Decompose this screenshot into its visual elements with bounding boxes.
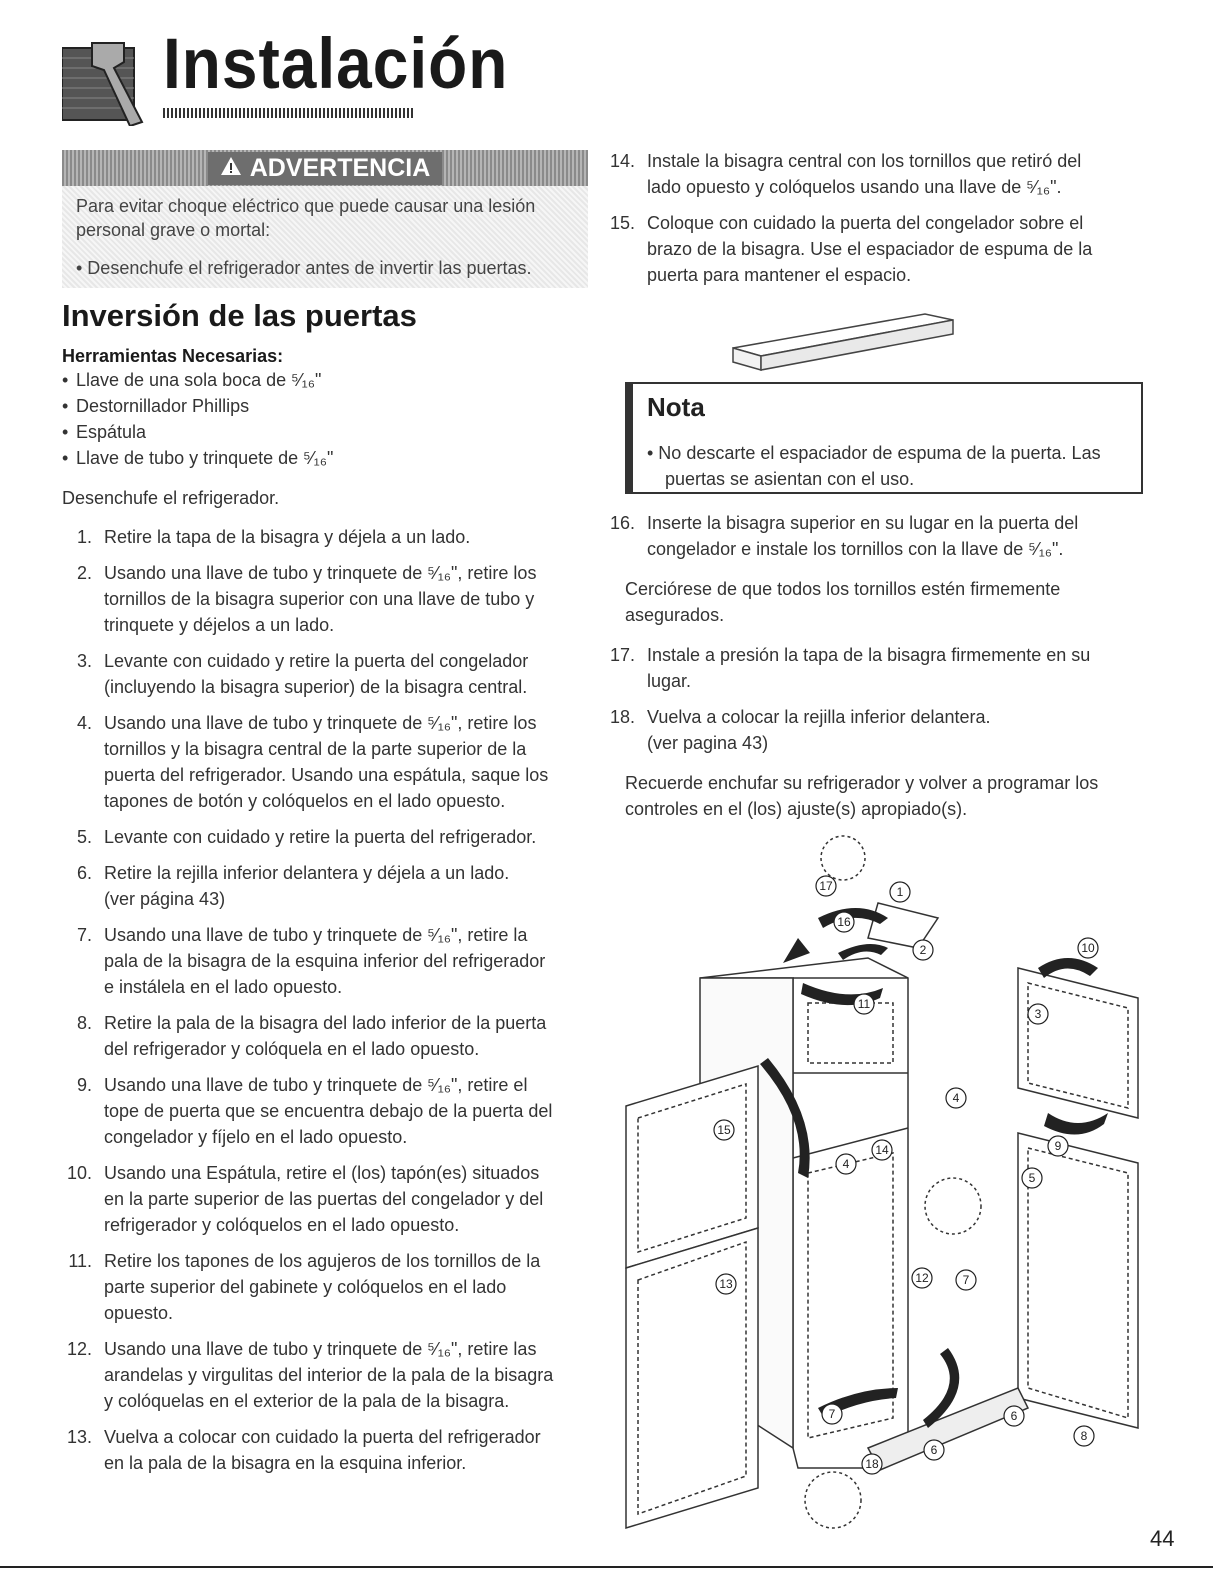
callout-label: 15 [717,1123,731,1137]
note-text: • No descarte el espaciador de espuma de la puerta. Las puertas se asientan con el uso. [647,443,1101,489]
step-text: Instale la bisagra central con los tornillos que retiró del lado opuesto y colóquelos usando una llave de ⁵⁄₁₆". [647,151,1082,197]
callout-label: 18 [865,1457,879,1471]
step-number: 3. [76,651,92,671]
step-text: Coloque con cuidado la puerta del congelador sobre el brazo de la bisagra. Use el espaciador de espuma de la puerta para mantener el espacio. [647,213,1093,285]
warning-title: ADVERTENCIA [249,153,431,182]
callout-label: 11 [857,997,871,1011]
instruction-step [605,148,1135,200]
callout-label: 7 [828,1407,836,1421]
callout-label: 5 [1028,1171,1036,1185]
step-text: Instale a presión la tapa de la bisagra firmemente en su lugar. [647,645,1091,691]
callout-label: 2 [919,943,927,957]
unplug-instruction: Desenchufe el refrigerador. [62,488,280,508]
callout-label: 17 [819,879,833,893]
instruction-step [62,710,592,814]
foam-spacer-illustration [725,308,965,372]
step-text: Usando una llave de tubo y trinquete de ⁵⁄₁₆", retire los tornillos de la bisagra superior con una llave de tubo y trinquete y déjelos a un lado. [104,563,537,635]
step-number: 5. [76,827,92,847]
page-number: 44 [1150,1526,1175,1551]
step-number: 12. [66,1339,92,1359]
step-number: 4. [76,713,92,733]
callout-label: 7 [962,1273,970,1287]
instruction-step [62,648,592,700]
callout-label: 12 [915,1271,929,1285]
instruction-step [62,560,592,638]
step-text: Vuelva a colocar la rejilla inferior delantera. (ver pagina 43) [647,707,991,753]
step-number: 17. [609,645,635,665]
step-number: 11. [68,1251,92,1271]
tool-item: • Llave de tubo y trinquete de ⁵⁄₁₆" [62,448,334,468]
step-text: Levante con cuidado y retire la puerta del refrigerador. [104,827,537,847]
tools-heading: Herramientas Necesarias: [62,346,284,366]
step-text: Retire la pala de la bisagra del lado inferior de la puerta del refrigerador y colóquela en el lado opuesto. [104,1013,547,1059]
note-box [625,382,1143,494]
instruction-step [605,704,1135,756]
step-text: Inserte la bisagra superior en su lugar en la puerta del congelador e instale los tornillos con la llave de ⁵⁄₁₆". [647,513,1079,559]
callout-label: 14 [875,1143,889,1157]
step-text: Usando una Espátula, retire el (los) tapón(es) situados en la parte superior de las puertas del congelador y del refrigerador y colóquelos en el lado opuesto. [104,1163,544,1235]
step-text: Usando una llave de tubo y trinquete de ⁵⁄₁₆", retire los tornillos y la bisagra central de la parte superior de la puerta del refrigerador. Usando una espátula, saque los tapones de botón y colóquelos en el lado opuesto. [104,713,549,811]
step-number: 10. [66,1163,92,1183]
instruction-step [62,1160,592,1238]
step-number: 15. [609,213,635,233]
callout-label: 6 [930,1443,938,1457]
instruction-step [62,922,592,1000]
step-text: Usando una llave de tubo y trinquete de ⁵⁄₁₆", retire el tope de puerta que se encuentra debajo de la puerta del congelador y fíjelo en el lado opuesto. [104,1075,553,1147]
check-screws-paragraph: Cerciórese de que todos los tornillos estén firmemente asegurados. [625,579,1061,625]
step-text: Usando una llave de tubo y trinquete de ⁵⁄₁₆", retire la pala de la bisagra de la esquina inferior del refrigerador e instálela en el lado opuesto. [104,925,546,997]
screwdriver-icon [62,38,146,126]
callout-label: 1 [896,885,904,899]
step-text: Vuelva a colocar con cuidado la puerta del refrigerador en la pala de la bisagra en la esquina inferior. [104,1427,541,1473]
step-number: 14. [609,151,635,171]
page-title: Instalación [163,23,509,104]
instruction-step [605,210,1135,288]
step-text: Retire los tapones de los agujeros de los tornillos de la parte superior del gabinete y colóquelos en el lado opuesto. [104,1251,541,1323]
note-accent-bar [627,384,633,492]
bottom-rule [0,1566,1213,1568]
callout-label: 10 [1081,941,1095,955]
remember-paragraph: Recuerde enchufar su refrigerador y volver a programar los controles en el (los) ajuste(s) apropiado(s). [625,773,1099,819]
section-title: Inversión de las puertas [62,298,417,333]
note-title: Nota [647,392,705,422]
instruction-step [62,860,592,912]
door-reversal-diagram [618,828,1158,1548]
tool-item: • Espátula [62,422,147,442]
step-number: 16. [609,513,635,533]
warning-triangle-icon [220,154,242,183]
warning-header [62,150,588,186]
callout-label: 13 [719,1277,733,1291]
tool-item: • Destornillador Phillips [62,396,250,416]
warning-text: Para evitar choque eléctrico que puede causar una lesión personal grave o mortal: [76,196,536,240]
instruction-step [62,1248,592,1326]
step-text: Retire la tapa de la bisagra y déjela a un lado. [104,527,471,547]
step-text: Retire la rejilla inferior delantera y déjela a un lado. (ver página 43) [104,863,510,909]
instruction-step [62,824,592,850]
tool-item: • Llave de una sola boca de ⁵⁄₁₆" [62,370,322,390]
step-number: 7. [76,925,92,945]
callout-label: 6 [1010,1409,1018,1423]
instruction-step [62,1010,592,1062]
step-text: Usando una llave de tubo y trinquete de ⁵⁄₁₆", retire las arandelas y virgulitas del interior de la pala de la bisagra y colóquelas en el exterior de la pala de la bisagra. [104,1339,554,1411]
step-number: 18. [609,707,635,727]
step-number: 9. [76,1075,92,1095]
step-number: 1. [76,527,92,547]
callout-label: 9 [1054,1139,1062,1153]
title-underline [163,108,413,118]
instruction-step [605,642,1135,694]
callout-label: 16 [837,915,851,929]
instruction-step [62,524,592,550]
callout-label: 4 [952,1091,960,1105]
step-text: Levante con cuidado y retire la puerta del congelador (incluyendo la bisagra superior) de la bisagra central. [104,651,529,697]
callout-label: 3 [1034,1007,1042,1021]
callout-label: 4 [842,1157,850,1171]
warning-box [62,150,588,288]
instruction-step [62,1424,592,1476]
step-number: 6. [76,863,92,883]
callout-label: 8 [1080,1429,1088,1443]
instruction-step [605,510,1135,562]
instruction-step [62,1072,592,1150]
instruction-step [62,1336,592,1414]
warning-bullet: • Desenchufe el refrigerador antes de invertir las puertas. [76,258,532,278]
step-number: 2. [76,563,92,583]
step-number: 8. [76,1013,92,1033]
step-number: 13. [66,1427,92,1447]
